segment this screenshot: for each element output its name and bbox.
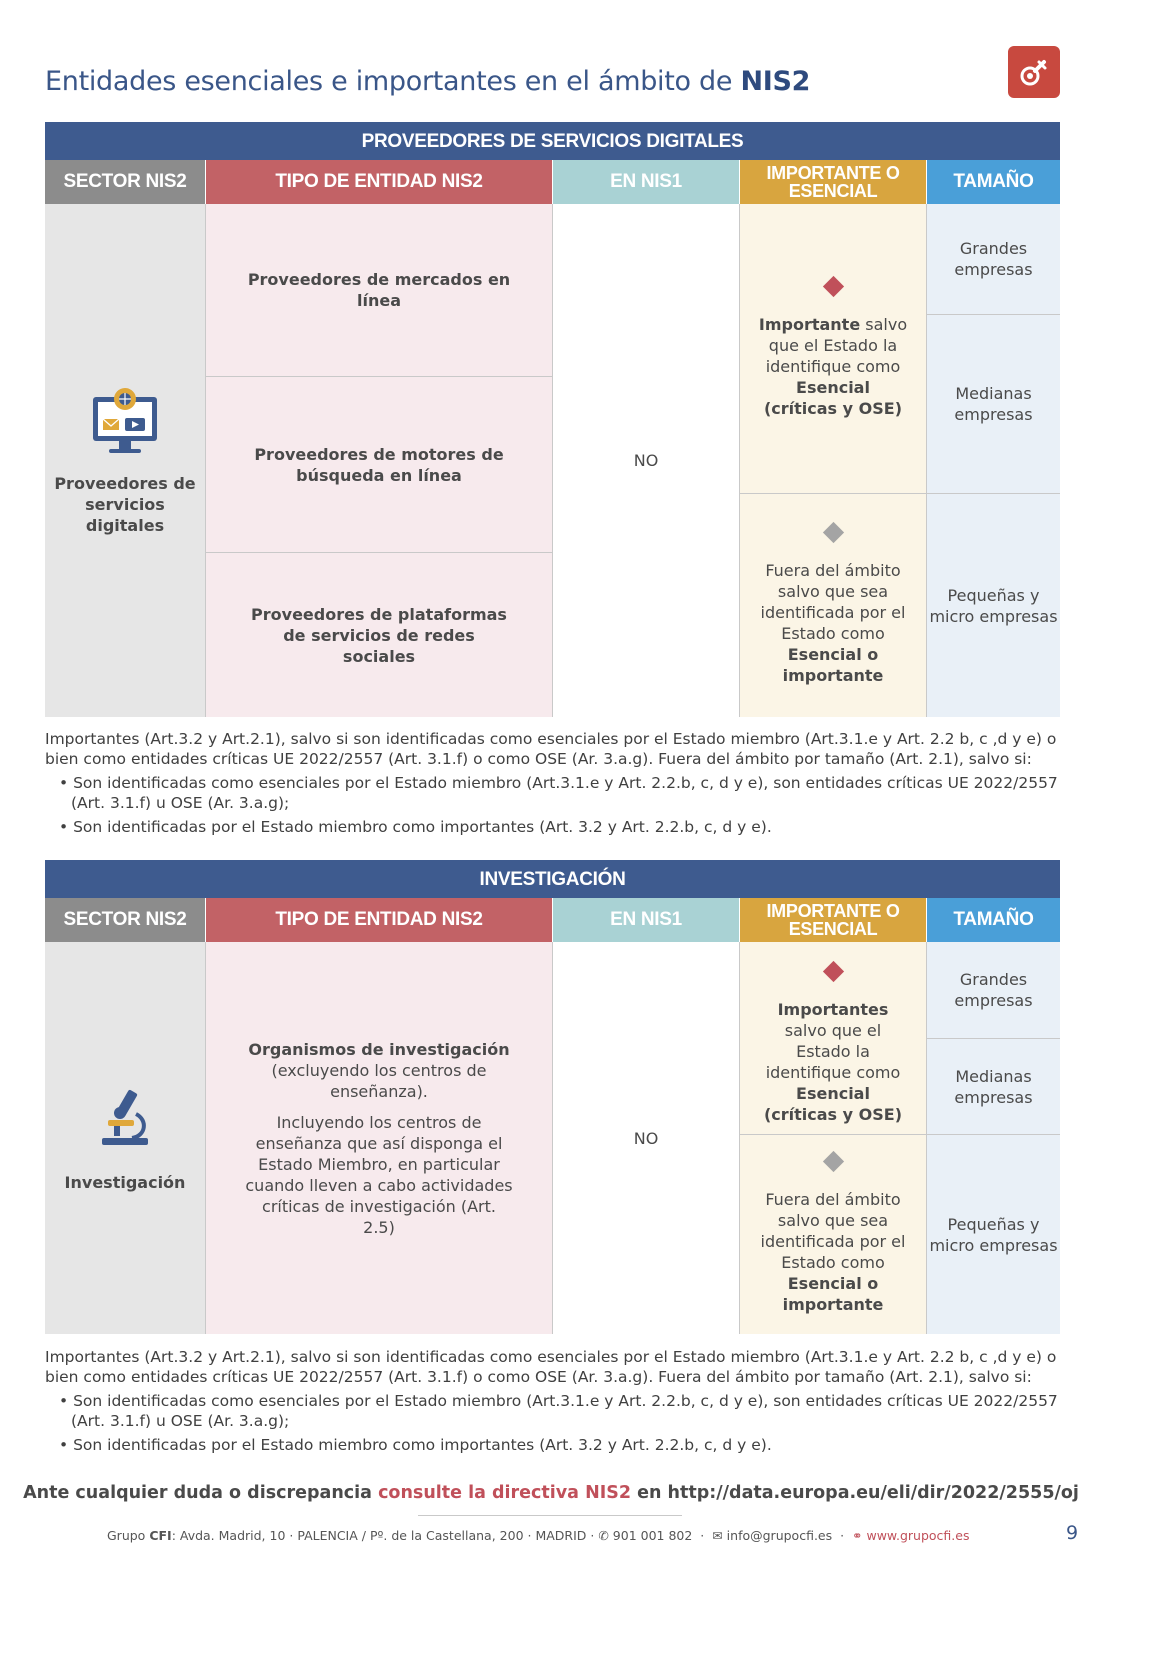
section-header: PROVEEDORES DE SERVICIOS DIGITALES [45, 122, 1060, 160]
sector-cell [45, 204, 205, 717]
divider [926, 204, 927, 717]
column-headers [45, 898, 1060, 942]
tipo-extra: Incluyendo los centros de enseñanza que así disponga el Estado Miembro, en particular cuando lleven a cabo actividades críticas de investigación (Art. 2.5) [245, 1112, 513, 1237]
divider [552, 942, 553, 1334]
directive-link[interactable]: consulte la directiva NIS2 [378, 1483, 632, 1503]
notes-block [45, 729, 1065, 837]
grey-diamond-icon [822, 522, 843, 543]
section-header: INVESTIGACIÓN [45, 860, 1060, 898]
page-number: 9 [1066, 1522, 1079, 1544]
footer: Grupo CFI: Avda. Madrid, 10 · PALENCIA / Pº. de la Castellana, 200 · MADRID · ✆ 901 001 802 · ✉ info@grupocfi.es · ⚭ www.grupocfi.es [107, 1528, 970, 1543]
red-diamond-icon [822, 960, 843, 981]
red-diamond-icon [822, 275, 843, 296]
divider [205, 204, 206, 717]
sector-label: Investigación [64, 1172, 186, 1192]
tipo-main: Organismos de investigación (excluyendo los centros de enseñanza). [248, 1039, 510, 1101]
importante-cell: Importante salvo que el Estado la identifique como Esencial (críticas y OSE) [740, 204, 926, 493]
company-logo-icon [1008, 46, 1060, 98]
divider [739, 942, 740, 1334]
tamano-cell: Pequeñas y micro empresas [927, 1135, 1060, 1334]
sector-label: Proveedores de servicios digitales [54, 474, 196, 535]
col-header-sector: SECTOR NIS2 [45, 898, 205, 942]
divider [739, 204, 740, 717]
importante-cell: Importantes salvo que el Estado la identifique como Esencial (críticas y OSE) [740, 942, 926, 1134]
section-research [45, 860, 1060, 1334]
nis1-cell: NO [553, 942, 739, 1334]
col-header-tipo: TIPO DE ENTIDAD NIS2 [206, 160, 552, 204]
divider [926, 942, 927, 1334]
tamano-cell: Medianas empresas [927, 315, 1060, 493]
col-header-importante: IMPORTANTE O ESENCIAL [740, 898, 926, 942]
tipo-cell: Proveedores de motores de búsqueda en línea [206, 377, 552, 552]
page-title: Entidades esenciales e importantes en el ámbito de NIS2 [45, 66, 811, 97]
tamano-cell: Medianas empresas [927, 1039, 1060, 1134]
fuera-ambito-cell: Fuera del ámbito salvo que sea identificada por el Estado como Esencial o importante [740, 494, 926, 717]
col-header-sector: SECTOR NIS2 [45, 160, 205, 204]
footer-divider [418, 1515, 682, 1516]
tamano-cell: Grandes empresas [927, 204, 1060, 314]
table-body [45, 204, 1060, 717]
col-header-tamano: TAMAÑO [927, 160, 1060, 204]
tipo-cell: Proveedores de plataformas de servicios de redes sociales [206, 553, 552, 717]
computer-globe-icon [85, 385, 165, 457]
column-headers [45, 160, 1060, 204]
col-header-nis1: EN NIS1 [553, 898, 739, 942]
table-body [45, 942, 1060, 1334]
notes-bullet: • Son identificadas por el Estado miembro como importantes (Art. 3.2 y Art. 2.2.b, c, d y e). [59, 818, 772, 836]
grey-diamond-icon [822, 1151, 843, 1172]
notes-block [45, 1347, 1065, 1455]
notes-intro: Importantes (Art.3.2 y Art.2.1), salvo si son identificadas como esenciales por el Estado miembro (Art.3.1.e y Art. 2.2 b, c ,d y e) o bien como entidades críticas UE 2022/2557 (Art. 3.1.f) o como OSE (Ar. 3.a.g). Fuera del ámbito por tamaño (Art. 2.1), salvo si: [45, 1348, 1057, 1386]
tipo-cell [206, 942, 552, 1334]
notes-bullet: • Son identificadas como esenciales por el Estado miembro (Art.3.1.e y Art. 2.2.b, c, d y e), son entidades críticas UE 2022/2557 (Art. 3.1.f) u OSE (Ar. 3.a.g); [59, 1392, 1058, 1430]
email-icon: ✉ [712, 1528, 723, 1543]
col-header-tipo: TIPO DE ENTIDAD NIS2 [206, 898, 552, 942]
globe-icon: ⚭ [852, 1528, 863, 1543]
col-header-nis1: EN NIS1 [553, 160, 739, 204]
col-header-importante: IMPORTANTE O ESENCIAL [740, 160, 926, 204]
notes-intro: Importantes (Art.3.2 y Art.2.1), salvo si son identificadas como esenciales por el Estado miembro (Art.3.1.e y Art. 2.2 b, c ,d y e) o bien como entidades críticas UE 2022/2557 (Art. 3.1.f) o como OSE (Ar. 3.a.g). Fuera del ámbito por tamaño (Art. 2.1), salvo si: [45, 730, 1057, 768]
divider [205, 942, 206, 1334]
section-digital-services [45, 122, 1060, 717]
tamano-cell: Pequeñas y micro empresas [927, 494, 1060, 717]
phone-number[interactable]: 901 001 802 [612, 1528, 693, 1543]
website-link[interactable]: www.grupocfi.es [866, 1528, 970, 1543]
fuera-ambito-cell: Fuera del ámbito salvo que sea identificada por el Estado como Esencial o importante [740, 1135, 926, 1334]
tamano-cell: Grandes empresas [927, 942, 1060, 1038]
microscope-icon [92, 1084, 158, 1150]
disclaimer: Ante cualquier duda o discrepancia consulte la directiva NIS2 en http://data.europa.eu/eli/dir/2022/2555/oj [23, 1483, 1079, 1503]
nis1-cell: NO [553, 204, 739, 717]
notes-bullet: • Son identificadas como esenciales por el Estado miembro (Art.3.1.e y Art. 2.2.b, c, d y e), son entidades críticas UE 2022/2557 (Art. 3.1.f) u OSE (Ar. 3.a.g); [59, 774, 1058, 812]
divider [552, 204, 553, 717]
notes-bullet: • Son identificadas por el Estado miembro como importantes (Art. 3.2 y Art. 2.2.b, c, d y e). [59, 1436, 772, 1454]
col-header-tamano: TAMAÑO [927, 898, 1060, 942]
email-link[interactable]: info@grupocfi.es [726, 1528, 833, 1543]
tipo-cell: Proveedores de mercados en línea [206, 204, 552, 376]
phone-icon: ✆ [598, 1528, 609, 1543]
sector-cell [45, 942, 205, 1334]
